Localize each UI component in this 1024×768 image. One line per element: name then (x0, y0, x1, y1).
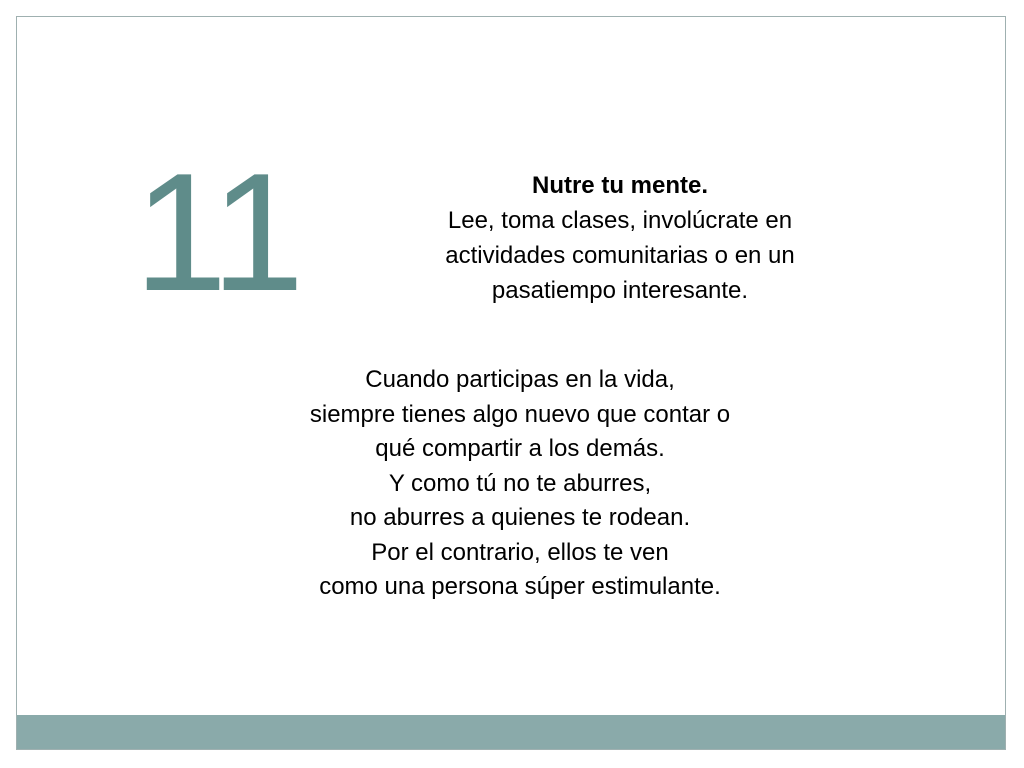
heading-line: actividades comunitarias o en un (445, 242, 795, 269)
body-line: Y como tú no te aburres, (388, 469, 652, 497)
body-line: Por el contrario, ellos te ven (371, 538, 669, 566)
body-text-block (200, 363, 840, 605)
heading-block (390, 168, 850, 308)
heading-title: Nutre tu mente. (531, 172, 708, 199)
body-line: como una persona súper estimulante. (319, 573, 721, 600)
heading-line: Lee, toma clases, involúcrate en (447, 207, 793, 234)
slide-number: 11 (134, 138, 301, 326)
bottom-accent-bar (17, 715, 1005, 749)
body-line: siempre tienes algo nuevo que contar o (309, 400, 731, 428)
body-line: qué compartir a los demás. (375, 435, 665, 462)
heading-line: pasatiempo interesante. (491, 277, 749, 304)
body-line: no aburres a quienes te rodean. (349, 504, 691, 531)
body-line: Cuando participas en la vida, (365, 366, 675, 393)
